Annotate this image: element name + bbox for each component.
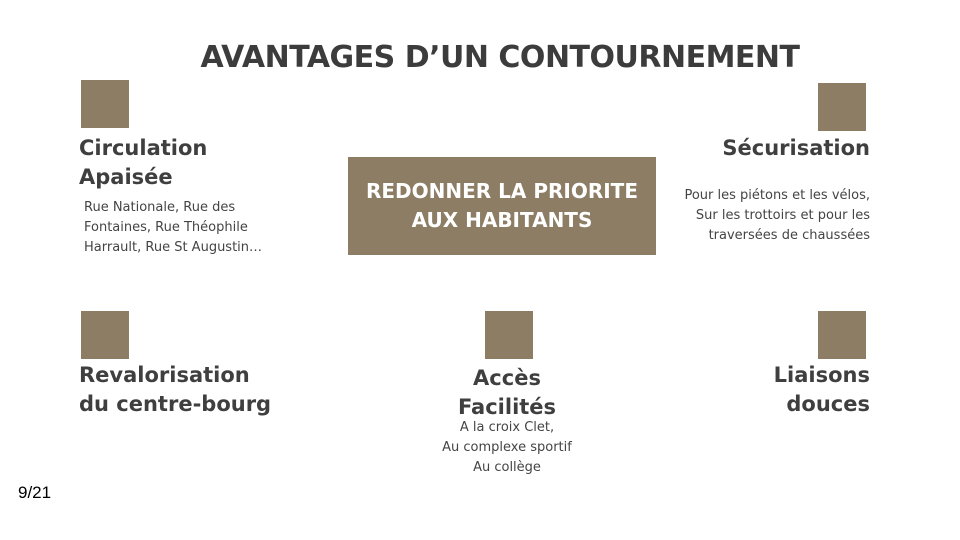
- description-circulation: Rue Nationale, Rue des Fontaines, Rue Théophile Harrault, Rue St Augustin…: [84, 200, 263, 255]
- heading-securisation: Sécurisation: [722, 136, 870, 160]
- square-marker-liaisons: [818, 311, 866, 359]
- square-marker-circulation: [81, 80, 129, 128]
- square-marker-acces: [485, 311, 533, 359]
- page-number: 9/21: [18, 483, 52, 502]
- heading-liaisons: Liaisons douces: [773, 363, 870, 416]
- slide-title: AVANTAGES D’UN CONTOURNEMENT: [200, 40, 800, 75]
- square-marker-revalorisation: [81, 311, 129, 359]
- center-priority-text: REDONNER LA PRIORITE AUX HABITANTS: [365, 179, 638, 232]
- description-acces: A la croix Clet, Au complexe sportif Au collège: [442, 420, 572, 475]
- heading-revalorisation: Revalorisation du centre-bourg: [79, 363, 272, 416]
- heading-circulation: Circulation Apaisée: [79, 136, 208, 189]
- center-priority-box: [348, 157, 656, 255]
- heading-acces: Accès Facilités: [457, 366, 557, 419]
- description-securisation: Pour les piétons et les vélos, Sur les trottoirs et pour les traversées de chaussées: [684, 188, 870, 243]
- square-marker-securisation: [818, 83, 866, 131]
